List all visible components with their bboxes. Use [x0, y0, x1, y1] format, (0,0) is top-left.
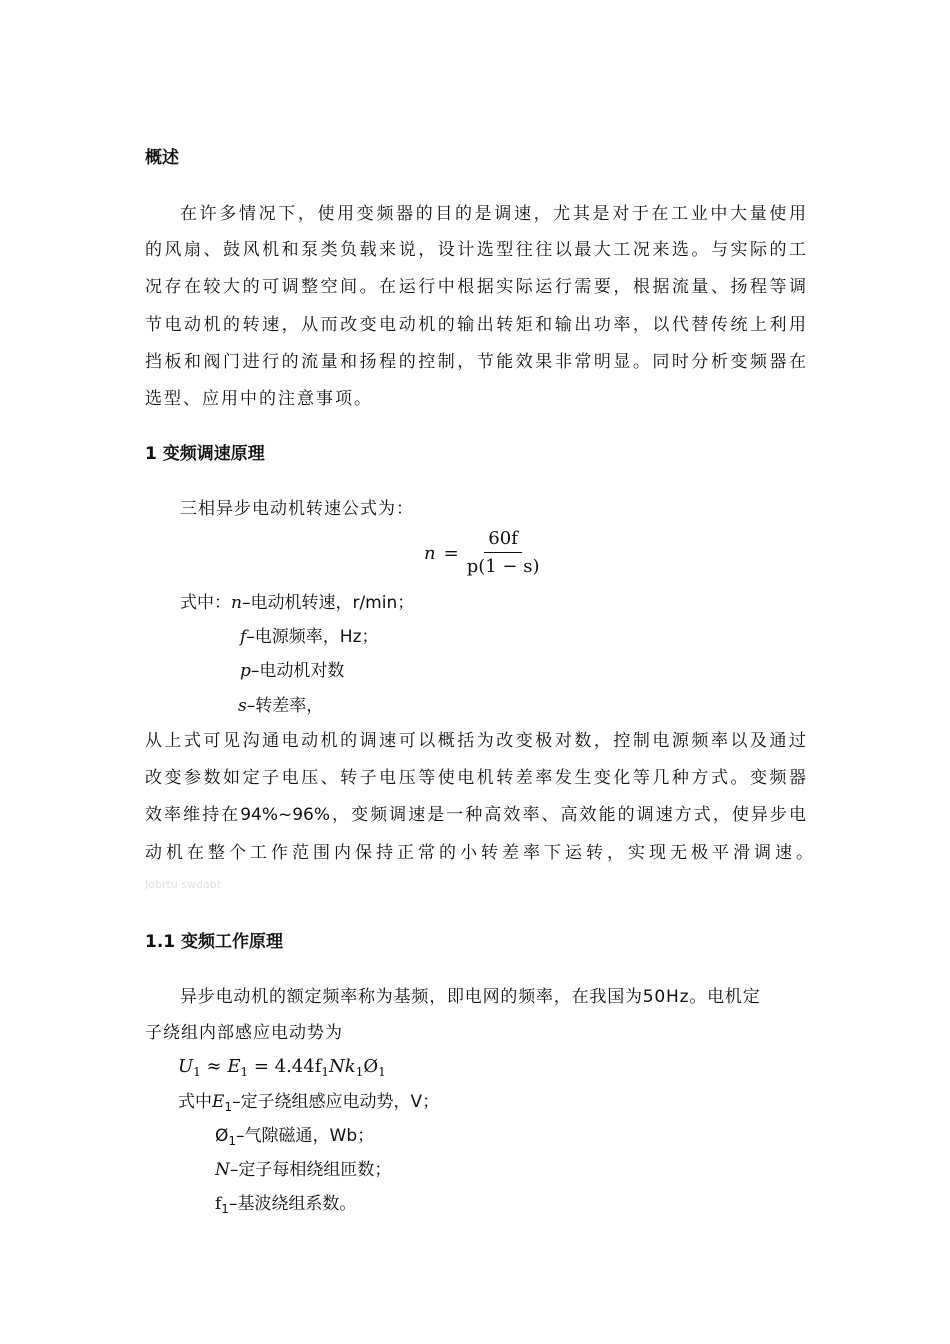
eq-sub: 1 [378, 1065, 386, 1079]
paragraph-line: 从上式可见沟通电动机的调速可以概括为改变极对数，控制电源频率以及通过 [145, 731, 806, 751]
eq-U: U [178, 1056, 194, 1077]
variable-legend-s [238, 694, 323, 718]
legend-N [215, 1158, 391, 1182]
variable-legend-n [180, 591, 414, 615]
legend-phi [215, 1124, 374, 1148]
var-symbol: n [231, 593, 242, 613]
var-desc: –电源频率，Hz； [246, 627, 379, 647]
eq-approx: ≈ [200, 1056, 228, 1077]
eq-sub: 1 [321, 1065, 330, 1079]
var-symbol: Ø [215, 1126, 229, 1146]
eq-k: k [344, 1056, 356, 1077]
var-desc: –定子每相绕组匝数； [229, 1160, 392, 1180]
var-symbol: f [240, 627, 247, 647]
variable-legend-p [240, 659, 344, 683]
section-title-1-1: 1.1 变频工作原理 [145, 932, 284, 952]
var-symbol: N [215, 1160, 230, 1180]
paragraph-line: 的风扇、鼓风机和泵类负载来说，设计选型往往以最大工况来选。与实际的工 [145, 240, 806, 260]
var-symbol: p [240, 661, 251, 681]
legend-f1 [215, 1192, 356, 1216]
eq-phi: Ø [363, 1056, 379, 1077]
var-symbol: s [238, 696, 247, 716]
faint-watermark-text: Jobrtu swdabt [145, 878, 222, 891]
var-desc: –基波绕组系数。 [228, 1194, 357, 1214]
where-label: 式中 [178, 1092, 212, 1112]
speed-formula [424, 528, 539, 578]
paragraph-line: 选型、应用中的注意事项。 [145, 389, 373, 409]
eq-sub: 1 [355, 1065, 364, 1079]
formula-fraction [467, 528, 540, 578]
var-symbol: E [212, 1092, 225, 1112]
var-sub: 1 [224, 1100, 233, 1114]
paragraph-line: 动机在整个工作范围内保持正常的小转差率下运转，实现无极平滑调速。 [145, 843, 813, 863]
var-desc: –定子绕组感应电动势，V； [232, 1092, 440, 1112]
variable-legend-f [240, 625, 379, 649]
where-label: 式中： [180, 593, 231, 613]
formula-lhs: n [424, 542, 436, 564]
eq-sub: 1 [193, 1065, 201, 1079]
formula-denominator: p(1 − s) [466, 556, 540, 577]
formula-intro: 三相异步电动机转速公式为： [180, 499, 414, 519]
paragraph-line: 挡板和阀门进行的流量和扬程的控制，节能效果非常明显。同时分析变频器在 [145, 352, 806, 372]
paragraph-line: 子绕组内部感应电动势为 [145, 1023, 343, 1043]
formula-numerator: 60f [484, 528, 522, 553]
paragraph-line: 在许多情况下，使用变频器的目的是调速，尤其是对于在工业中大量使用 [180, 204, 806, 224]
paragraph-line: 节电动机的转速，从而改变电动机的输出转矩和输出功率，以代替传统上利用 [145, 315, 806, 335]
var-symbol: f [215, 1194, 222, 1214]
var-desc: –气隙磁通，Wb； [236, 1126, 375, 1146]
section-title-1: 1 变频调速原理 [145, 444, 265, 464]
eq-N: N [329, 1056, 345, 1077]
eq-sub: 1 [240, 1065, 249, 1079]
eq-E: E [227, 1056, 241, 1077]
eq-constant: = 4.44f [248, 1056, 322, 1077]
paragraph-line: 改变参数如定子电压、转子电压等使电机转差率发生变化等几种方式。变频器 [145, 768, 806, 788]
paragraph-line: 况存在较大的可调整空间。在运行中根据实际运行需要，根据流量、扬程等调 [145, 277, 806, 297]
var-desc: –转差率， [246, 696, 324, 716]
var-desc: –电动机转速，r/min； [241, 593, 415, 613]
formula-equals: = [443, 542, 459, 564]
paragraph-line: 异步电动机的额定频率称为基频，即电网的频率，在我国为50Hz。电机定 [180, 987, 761, 1007]
paragraph-line: 效率维持在94%~96%，变频调速是一种高效率、高效能的调速方式，使异步电 [145, 805, 806, 825]
legend-E [178, 1090, 439, 1114]
emf-equation [178, 1055, 386, 1079]
var-sub: 1 [228, 1134, 237, 1148]
var-sub: 1 [221, 1202, 229, 1216]
var-desc: –电动机对数 [250, 661, 345, 681]
section-title-overview: 概述 [145, 148, 179, 168]
